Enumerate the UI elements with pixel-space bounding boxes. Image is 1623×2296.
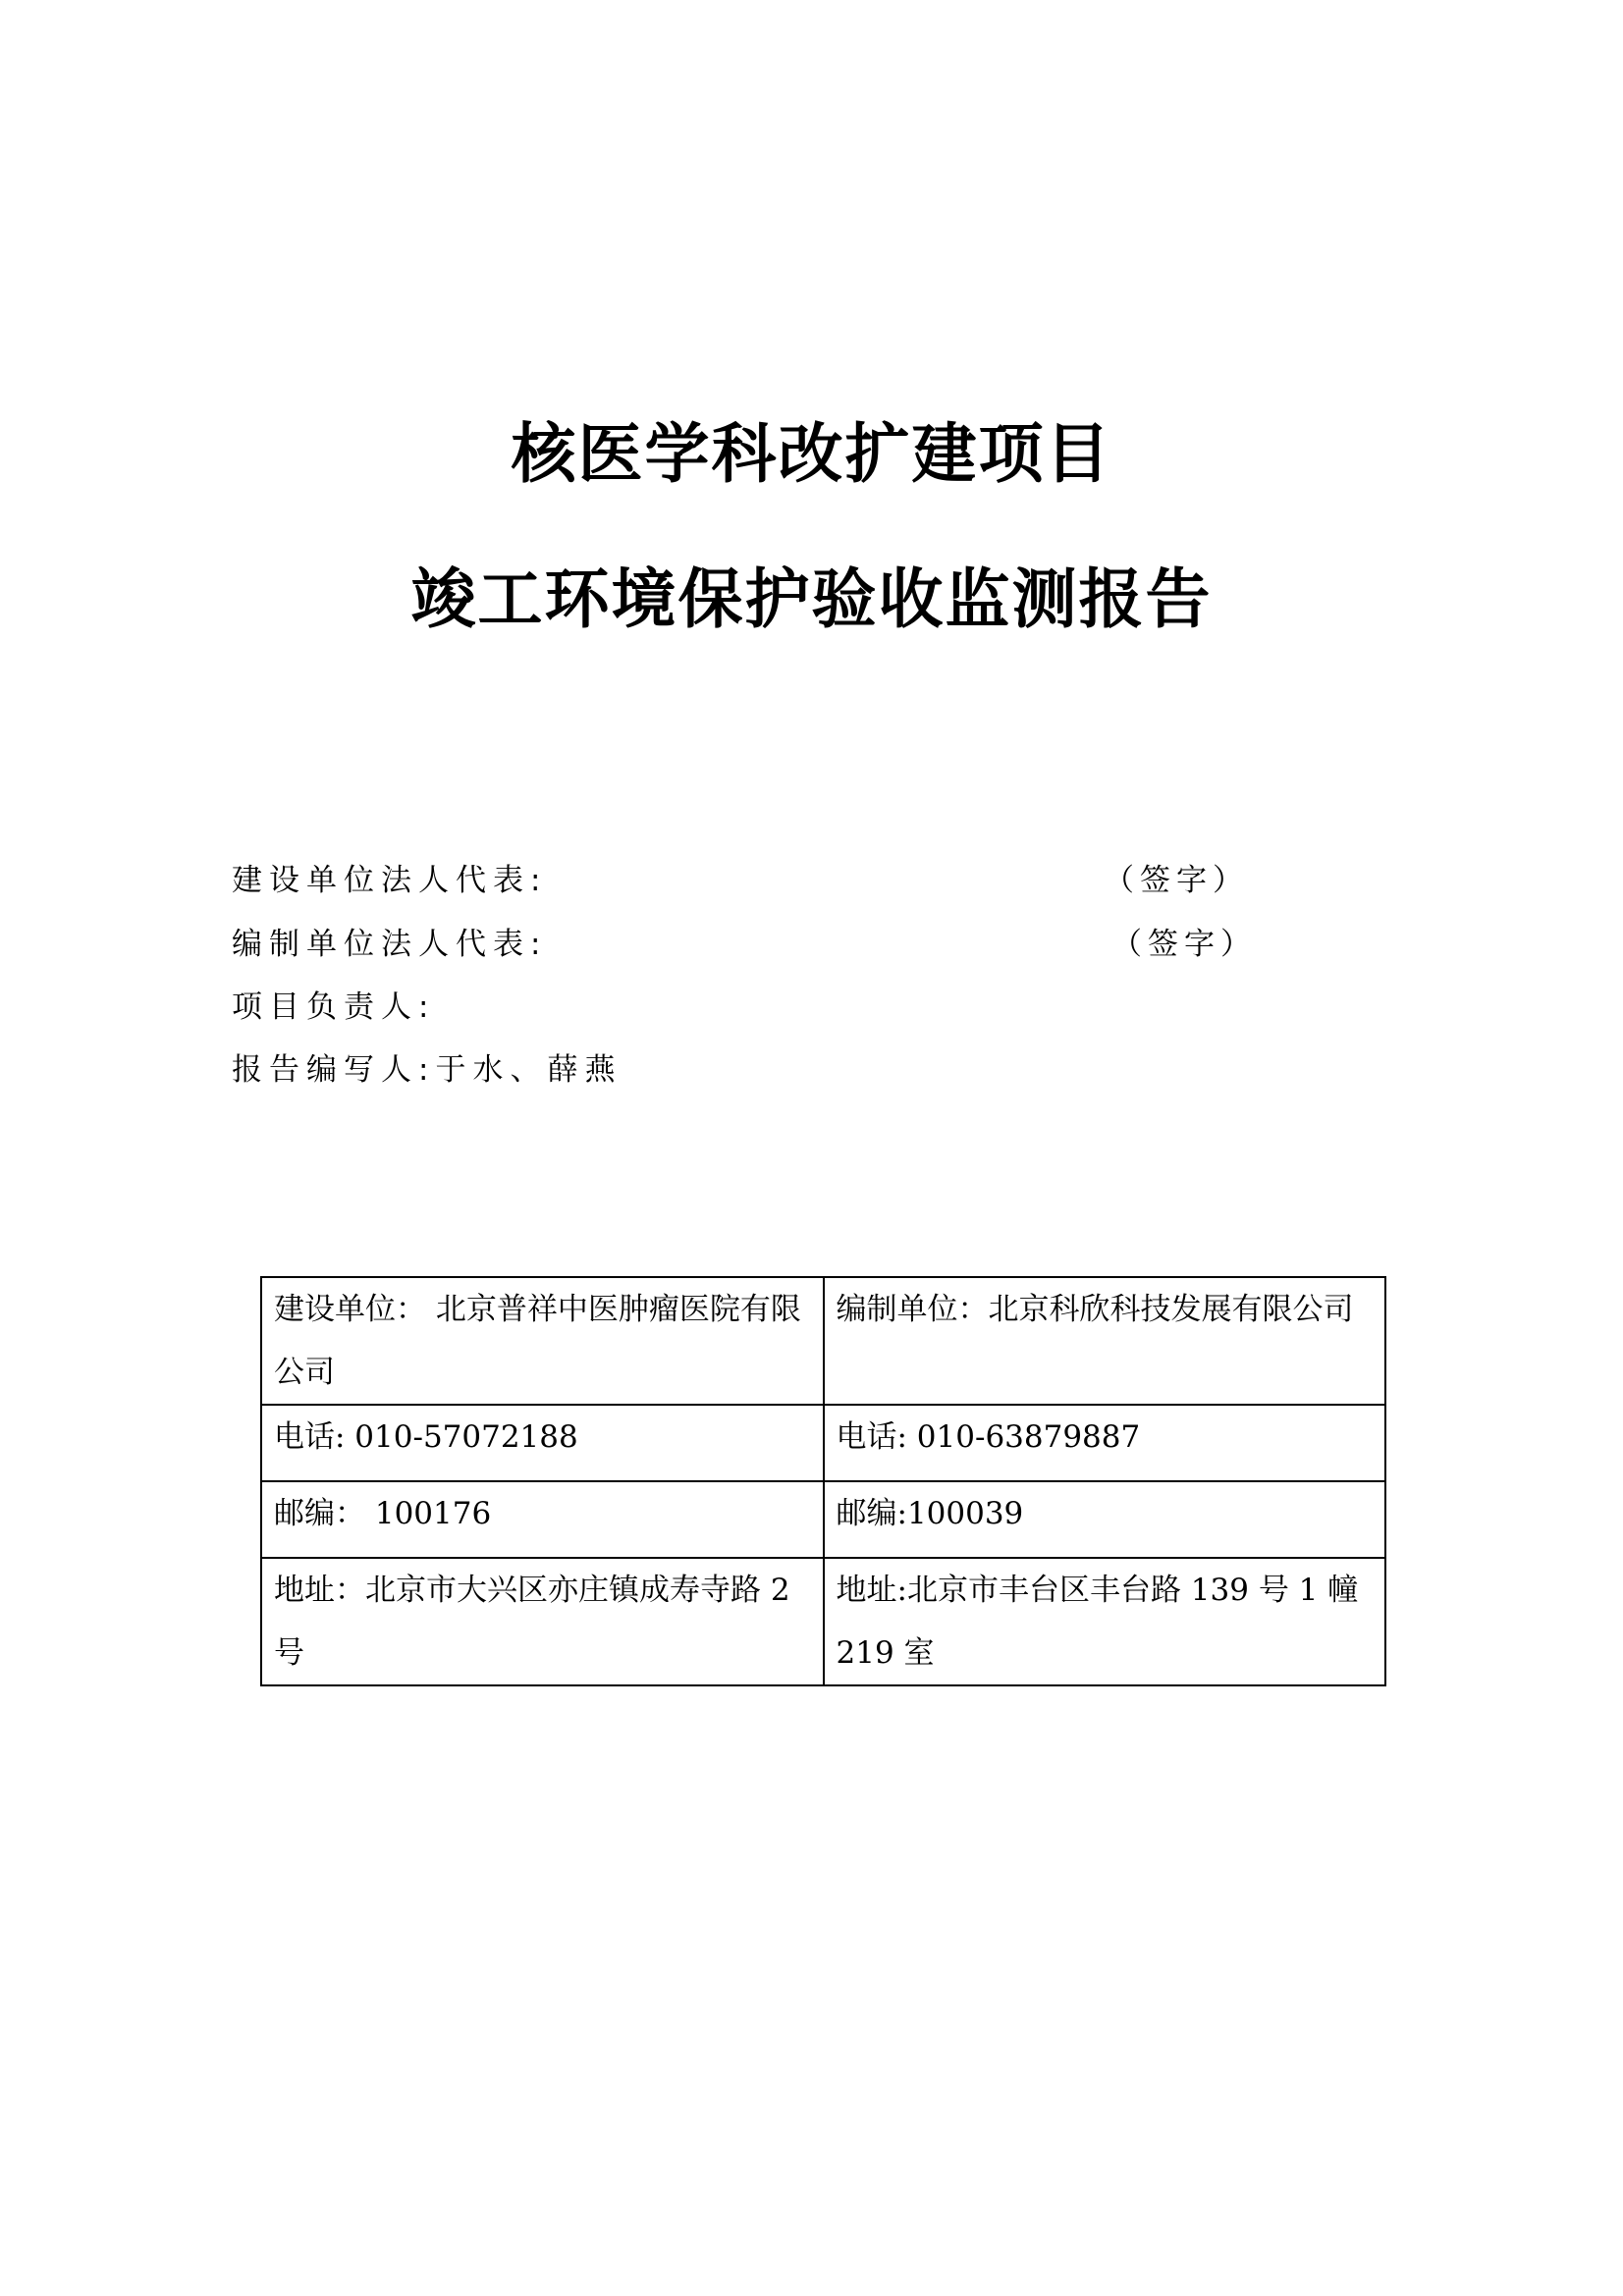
editor-rep-label: 编制单位法人代表: (232, 927, 548, 962)
table-row (261, 1405, 1385, 1481)
construction-unit-cell: 建设单位： 北京普祥中医肿瘤医院有限公司 (261, 1277, 824, 1405)
editor-rep-signature-note: （签字） (1111, 927, 1257, 962)
project-lead-label: 项目负责人: (232, 989, 436, 1025)
construction-postcode-cell: 邮编： 100176 (261, 1481, 824, 1558)
editor-unit-cell: 编制单位：北京科欣科技发展有限公司 (824, 1277, 1386, 1405)
construction-address-cell: 地址：北京市大兴区亦庄镇成寿寺路 2 号 (261, 1558, 824, 1685)
table-row (261, 1558, 1385, 1685)
editor-phone-cell: 电话: 010-63879887 (824, 1405, 1386, 1481)
report-title-line-1: 核医学科改扩建项目 (511, 416, 1112, 492)
construction-rep-signature-note: （签字） (1104, 863, 1249, 898)
construction-rep-label: 建设单位法人代表: (232, 863, 548, 898)
writer-label: 报告编写人: (232, 1052, 436, 1088)
construction-rep-line (232, 863, 548, 898)
editor-address-cell: 地址:北京市丰台区丰台路 139 号 1 幢 219 室 (824, 1558, 1386, 1685)
writer-value: 于水、薛燕 (435, 1052, 622, 1088)
editor-rep-line (232, 927, 548, 962)
table-row (261, 1277, 1385, 1405)
info-table (260, 1276, 1386, 1686)
writer-line (232, 1052, 622, 1088)
table-row (261, 1481, 1385, 1558)
construction-phone-cell: 电话: 010-57072188 (261, 1405, 824, 1481)
project-lead-line (232, 989, 436, 1025)
editor-postcode-cell: 邮编:100039 (824, 1481, 1386, 1558)
report-title-line-2: 竣工环境保护验收监测报告 (410, 561, 1213, 637)
